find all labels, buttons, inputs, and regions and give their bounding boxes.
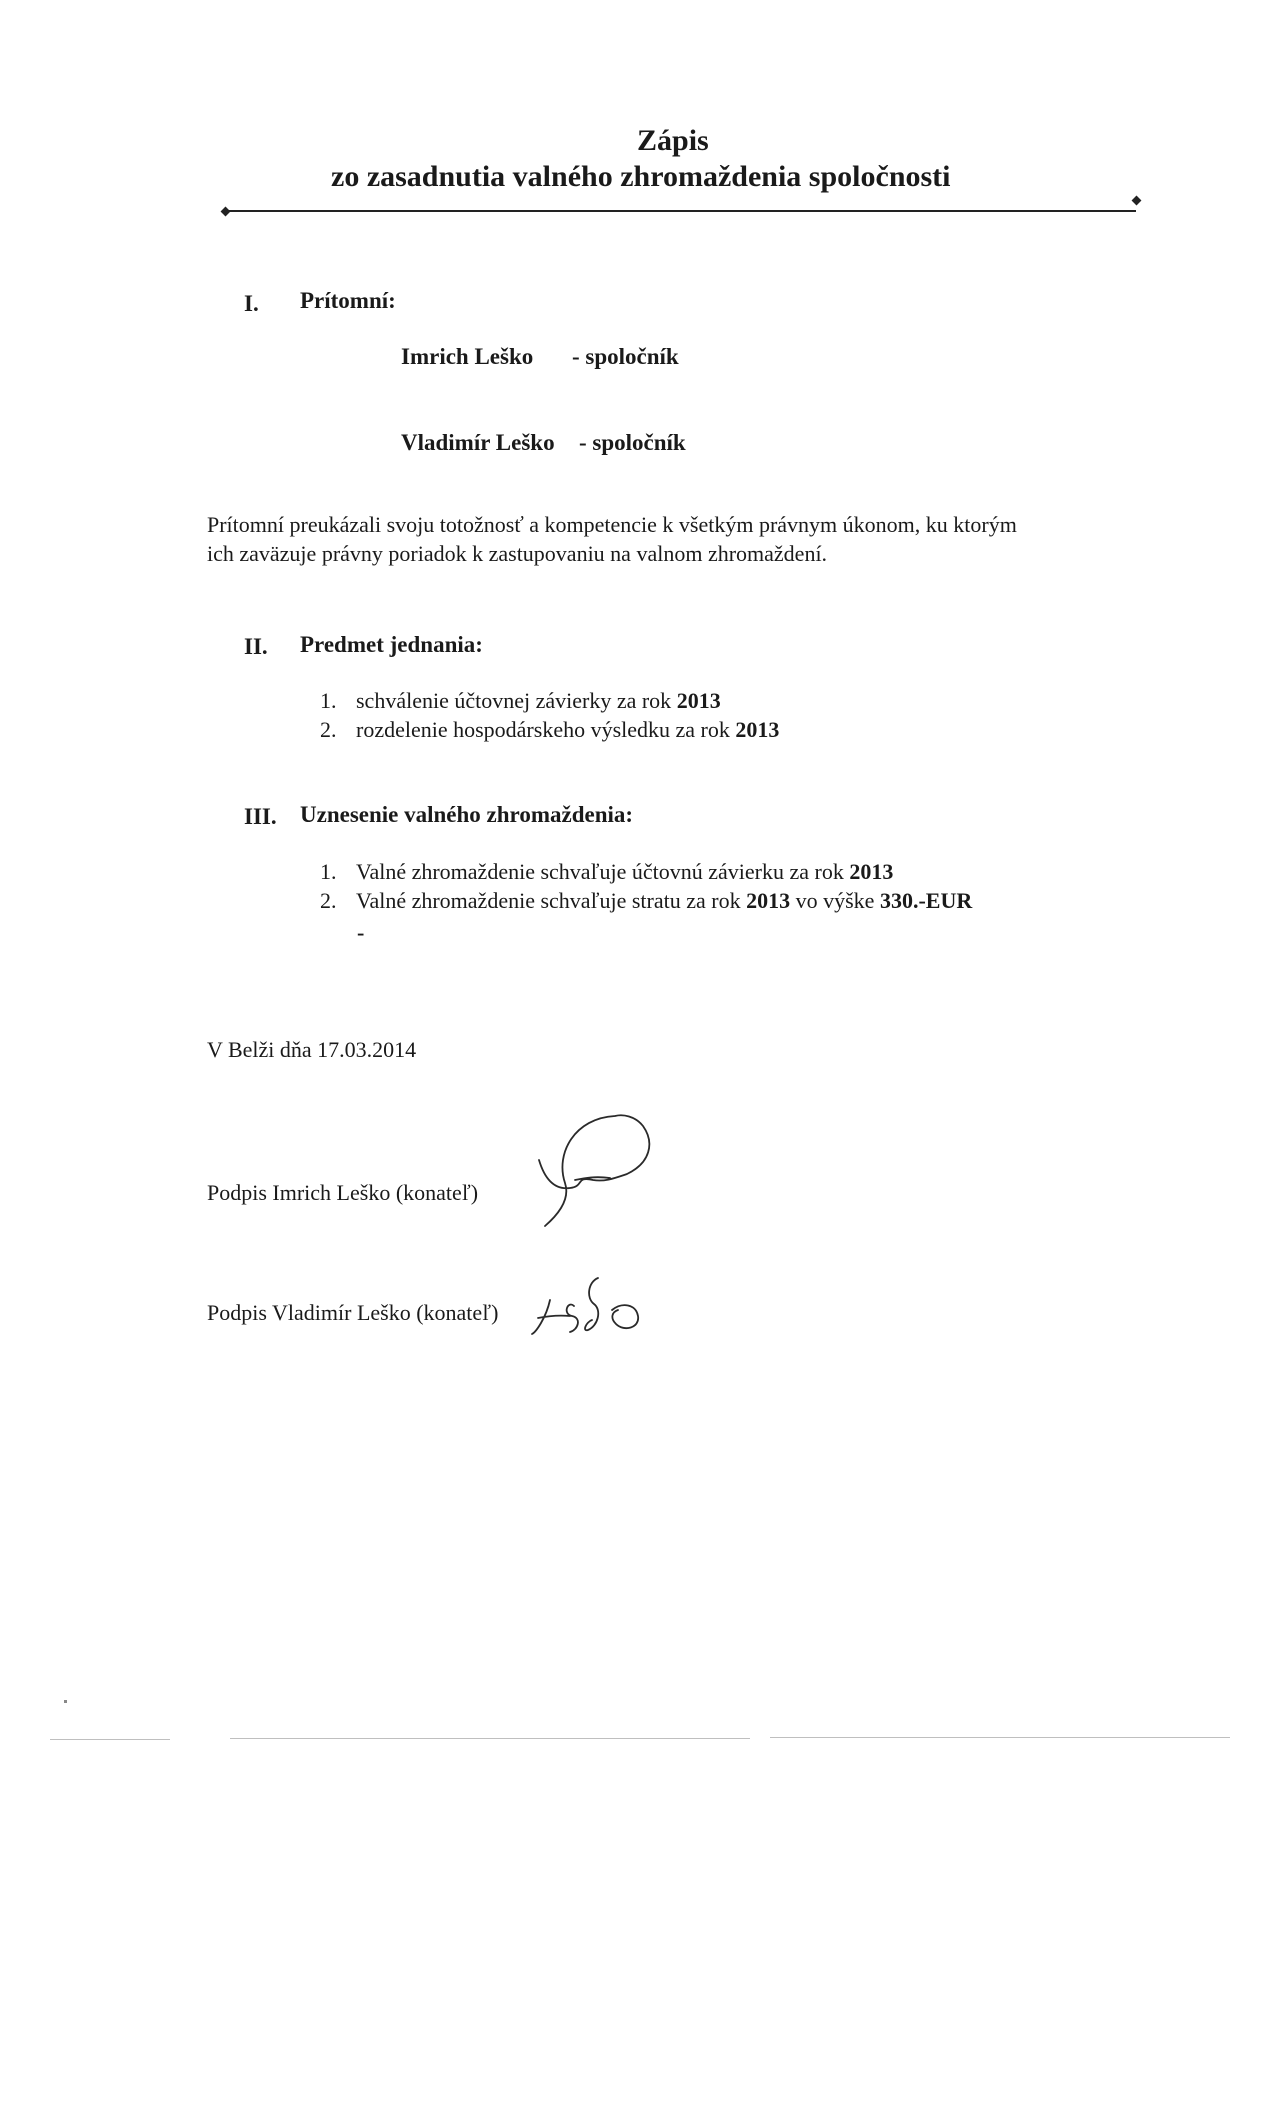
attendee-1-role: - spoločník — [572, 344, 679, 369]
agenda-item-2-text: rozdelenie hospodárskeho výsledku za rok — [356, 717, 736, 742]
agenda-item-1-text: schválenie účtovnej závierky za rok — [356, 688, 677, 713]
agenda-item-2-year: 2013 — [735, 717, 780, 742]
section-1-heading: Prítomní: — [300, 288, 396, 313]
statement-line-2: ich zaväzuje právny poriadok k zastupovaniu na valnom zhromaždení. — [207, 541, 828, 566]
scan-line-2 — [230, 1738, 750, 1739]
place-and-date: V Belži dňa 17.03.2014 — [207, 1037, 417, 1062]
section-2-heading: Predmet jednania: — [300, 632, 483, 657]
attendee-2-role: - spoločník — [579, 430, 686, 455]
signature-1-handwriting — [515, 1108, 665, 1248]
trailing-dash: - — [357, 920, 365, 945]
resolution-item-2-year: 2013 — [746, 888, 791, 913]
resolution-item-2-amount: 330.-EUR — [879, 888, 973, 913]
resolution-item-2 — [320, 888, 972, 914]
agenda-item-1 — [320, 688, 721, 714]
resolution-item-2-text: Valné zhromaždenie schvaľuje stratu za rok — [356, 888, 747, 913]
scan-line-3 — [770, 1737, 1230, 1738]
section-3-heading: Uznesenie valného zhromaždenia: — [300, 802, 634, 827]
document-subtitle: zo zasadnutia valného zhromaždenia spoločnosti — [331, 160, 951, 193]
agenda-item-1-num: 1. — [320, 688, 337, 713]
resolution-item-1-year: 2013 — [849, 859, 894, 884]
signature-2-label: Podpis Vladimír Leško (konateľ) — [207, 1300, 499, 1325]
signature-2-handwriting — [528, 1260, 658, 1340]
agenda-item-2 — [320, 717, 779, 743]
section-1-numeral: I. — [244, 291, 259, 316]
resolution-item-2-after: vo výške — [790, 888, 880, 913]
scan-line-1 — [50, 1739, 170, 1740]
rule-right-diamond-icon — [1132, 196, 1142, 206]
section-3-numeral: III. — [244, 804, 277, 829]
document-title: Zápis — [637, 124, 709, 157]
statement-line-1: Prítomní preukázali svoju totožnosť a kompetencie k všetkým právnym úkonom, ku ktorým — [207, 512, 1017, 537]
signature-1-label: Podpis Imrich Leško (konateľ) — [207, 1180, 479, 1205]
resolution-item-1 — [320, 859, 893, 885]
attendee-2-name: Vladimír Leško — [401, 430, 555, 455]
agenda-item-2-num: 2. — [320, 717, 337, 742]
scan-dot — [64, 1700, 67, 1703]
section-2-numeral: II. — [244, 634, 268, 659]
attendee-1-name: Imrich Leško — [401, 344, 534, 369]
agenda-item-1-year: 2013 — [676, 688, 721, 713]
resolution-item-1-text: Valné zhromaždenie schvaľuje účtovnú závierku za rok — [356, 859, 850, 884]
resolution-item-1-num: 1. — [320, 859, 337, 884]
title-rule — [226, 210, 1136, 212]
resolution-item-2-num: 2. — [320, 888, 337, 913]
